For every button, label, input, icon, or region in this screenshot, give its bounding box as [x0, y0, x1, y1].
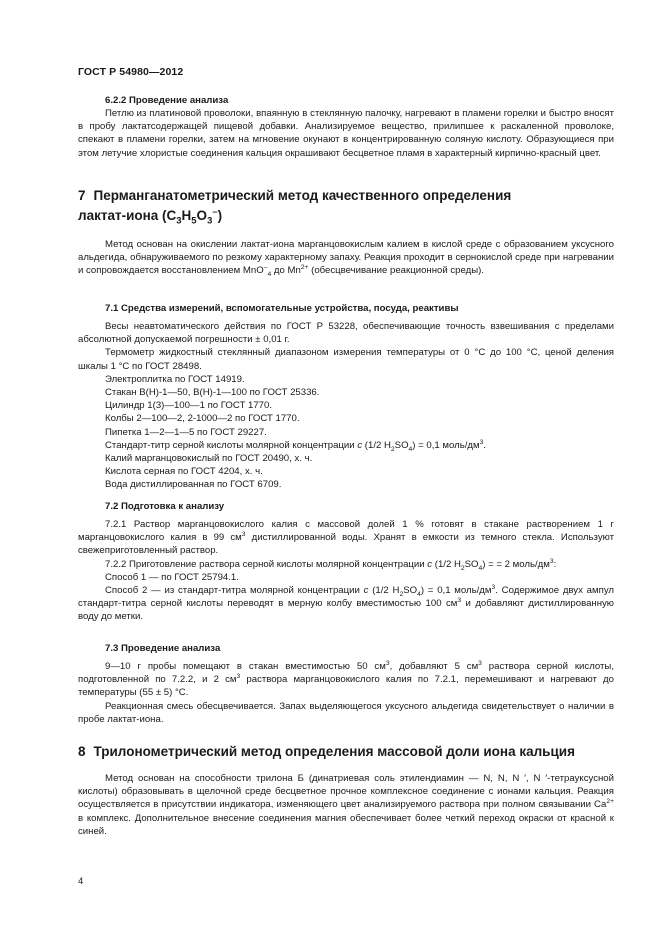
section-6-2-2	[78, 94, 614, 160]
paragraph: Весы неавтоматического действия по ГОСТ Р 53228, обеспечивающие точность взвешивания с пределами абсолютной допускаемой погрешности ± 0,01 г.	[78, 321, 614, 346]
list-item: Калий марганцовокислый по ГОСТ 20490, х. ч.	[105, 453, 313, 465]
section-7-3	[78, 642, 614, 726]
section-8-heading	[78, 742, 614, 762]
paragraph: Реакционная смесь обесцвечивается. Запах выделяющегося уксусного альдегида свидетельствует о наличии в пробе лактат-иона.	[78, 700, 614, 725]
subsection-title: 7.2 Подготовка к анализу	[105, 501, 225, 512]
section-title	[78, 742, 614, 762]
section-title	[78, 186, 614, 206]
document-header: ГОСТ Р 54980—2012	[78, 66, 184, 78]
list-item: Стакан В(Н)-1—50, В(Н)-1—100 по ГОСТ 25336.	[105, 387, 320, 399]
section-7-1	[78, 302, 614, 492]
lactate-formula: $(C_3H_5O_3^-)$	[162, 206, 223, 227]
list-item: Вода дистиллированная по ГОСТ 6709.	[105, 479, 282, 491]
list-item: Колбы 2—100—2, 2-1000—2 по ГОСТ 1770.	[105, 413, 300, 425]
list-item: Пипетка 1—2—1—5 по ГОСТ 29227.	[105, 426, 267, 438]
list-item: Кислота серная по ГОСТ 4204, х. ч.	[105, 466, 263, 478]
subsection-title: 7.3 Проведение анализа	[105, 643, 221, 654]
section-title-text: Трилонометрический метод определения массовой доли иона кальция	[93, 744, 575, 759]
list-item: Электроплитка по ГОСТ 14919.	[105, 373, 245, 385]
section-number: 7	[78, 188, 86, 203]
paragraph: Петлю из платиновой проволоки, впаянную в стеклянную палочку, нагревают в пламени горелки и быстро вносят в пробу лактатсодержащей пищевой добавки. Анализируемое вещество, прилипшее к раскаленной проволоке, спекают в пламени горелки, затем на мгновение окунают в концентрированную соляную кислоту. Образующиеся при этом летучие хлористые соединения кальция окрашивают бесцветное пламя в характерный кирпично-красный цвет.	[78, 108, 614, 159]
subsection-title: 7.1 Средства измерений, вспомогательные устройства, посуда, реактивы	[105, 303, 459, 314]
section-7-heading	[78, 186, 614, 226]
section-8-intro	[78, 772, 614, 838]
section-7-2	[78, 500, 614, 624]
section-title-line2	[78, 206, 614, 226]
section-7-intro	[78, 238, 614, 278]
section-number: 8	[78, 744, 86, 759]
paragraph: 7.2.2 Приготовление раствора серной кислоты молярной концентрации c (1/2 $H_2SO_4$) = = 2 моль/$дм^3$:	[105, 557, 557, 572]
list-item: Цилиндр 1(3)—100—1 по ГОСТ 1770.	[105, 400, 273, 412]
paragraph: Метод основан на способности трилона Б (динатриевая соль этилендиамин — N, N, N ′, N ′-тетрауксусной кислоты) образовывать в щелочной среде бесцветное прочное комплексное соединение с ионами кальция. Реакция осуществляется в присутствии индикатора, изменяющего цвет анализируемого раствора при полном связывании $Ca^{2+}$ в комплекс. Дополнительное внесение соединения магния обеспечивает более четкий переход окраски от красной к синей.	[78, 773, 614, 837]
list-item: Стандарт-титр серной кислоты молярной концентрации c (1/2 $H_2SO_4) = 0,1$ моль/$дм^3$.	[105, 438, 487, 453]
paragraph: Термометр жидкостный стеклянный диапазоном измерения температуры от 0 °С до 100 °С, ценой деления шкалы 1 °С по ГОСТ 28498.	[78, 347, 614, 372]
page-number: 4	[78, 876, 84, 887]
subsection-title: 6.2.2 Проведение анализа	[105, 95, 229, 106]
section-title-text-2: лактат-иона	[78, 208, 159, 223]
section-title-text: Перманганатометрический метод качественного определения	[93, 188, 512, 203]
paragraph: 9—10 г пробы помещают в стакан вместимостью 50 $см^3$, добавляют 5 $см^3$ раствора серной кислоты, подготовленной по 7.2.2, и 2 $см^3$ раствора марганцовокислого калия по 7.2.1, перемешивают и нагревают до температуры (55 ± 5) °С.	[78, 659, 614, 699]
paragraph: 7.2.1 Раствор марганцовокислого калия с массовой долей 1 % готовят в стакане растворением 1 г марганцовокислого калия в 99 $см^3$ дистиллированной воды. Хранят в емкости из темного стекла. Используют свежеприготовленный раствор.	[78, 519, 614, 557]
paragraph: Способ 2 — из стандарт-титра молярной концентрации c (1/2 $H_2SO_4) = 0,1$ моль/$дм^3$. Содержимое двух ампул стандарт-титра серной кислоты переводят в мерную колбу вместимостью 100 $см^3$ и добавляют дистиллированную воду до метки.	[78, 583, 614, 623]
paragraph: Метод основан на окислении лактат-иона марганцовокислым калием в кислой среде с образованием уксусного альдегида, обнаруживаемого по резкому характерному запаху. Реакция проходит в сернокислой среде при нагревании и сопровождается восстановлением MnO–$_4$ до $Mn^{2+}$ (обесцвечивание реакционной среды).	[78, 239, 614, 279]
list-item: Способ 1 — по ГОСТ 25794.1.	[105, 571, 239, 583]
